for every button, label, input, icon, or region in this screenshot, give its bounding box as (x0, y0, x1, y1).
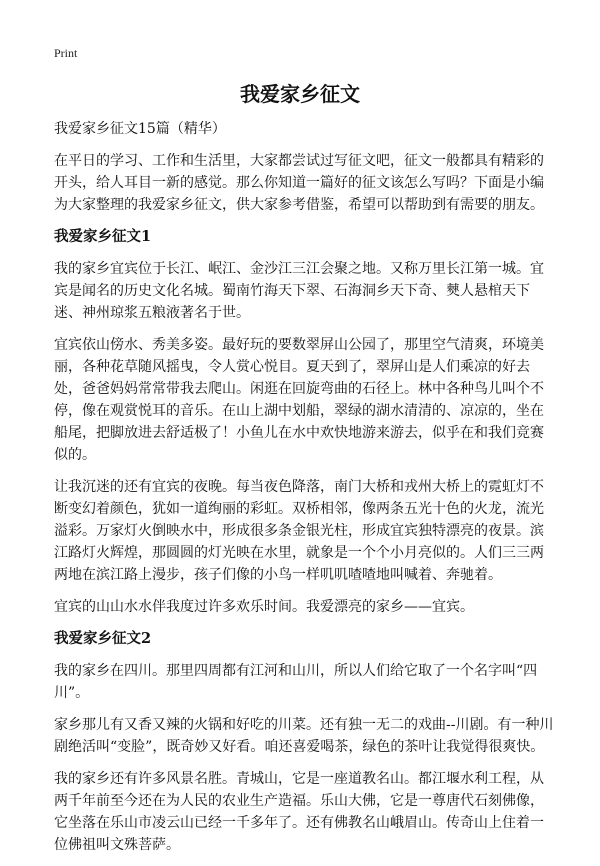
section-paragraph: 让我沉迷的还有宜宾的夜晚。每当夜色降落，南门大桥和戎州大桥上的霓虹灯不断变幻着颜色，犹如一道绚丽的彩虹。双桥相邻，像两条五光十色的火龙，流光溢彩。万家灯火倒映水中，形成很多条金银光柱，形成宜宾独特漂亮的夜景。滨江路灯火辉煌，那圆圆的灯光映在水里，就象是一个个小月亮似的。人们三三两两地在滨江路上漫步，孩子们像的小鸟一样叽叽喳喳地叫喊着、奔驰着。 (54, 479, 544, 583)
section-paragraph: 宜宾依山傍水、秀美多姿。最好玩的要数翠屏山公园了，那里空气清爽，环境美丽，各种花草随风摇曳，令人赏心悦目。夏天到了，翠屏山是人们乘凉的好去处，爸爸妈妈常常带我去爬山。闲逛在回旋弯曲的石径上。林中各种鸟儿叫个不停，像在观赏悦耳的音乐。在山上湖中划船，翠绿的湖水清清的、凉凉的，坐在船尾，把脚放进去舒适极了！小鱼儿在水中欢快地游来游去，似乎在和我们竞赛似的。 (54, 337, 544, 463)
section-paragraph: 家乡那儿有又香又辣的火锅和好吃的川菜。还有独一无二的戏曲--川剧。有一种川剧绝活叫“变脸”，既奇妙又好看。咱还喜爱喝茶，绿色的茶叶让我觉得很爽快。 (54, 717, 554, 755)
essay-section-2 (54, 628, 554, 856)
section-paragraph: 我的家乡宜宾位于长江、岷江、金沙江三江会聚之地。又称万里长江第一城。宜宾是闻名的历史文化名城。蜀南竹海天下翠、石海洞乡天下奇、僰人悬棺天下迷、神州琼浆五粮液著名于世。 (54, 261, 544, 321)
section-paragraph: 我的家乡还有许多风景名胜。青城山，它是一座道教名山。都江堰水利工程，从两千年前至今还在为人民的农业生产造福。乐山大佛，它是一尊唐代石刻佛像，它坐落在乐山市凌云山已经一千多年了。还有佛教名山峨眉山。传奇山上住着一位佛祖叫文殊菩萨。 (54, 771, 544, 853)
section-paragraph: 我的家乡在四川。那里四周都有江河和山川，所以人们给它取了一个名字叫“四川”。 (54, 663, 538, 701)
intro-paragraph: 在平日的学习、工作和生活里，大家都尝试过写征文吧，征文一般都具有精彩的开头，给人耳目一新的感觉。那么你知道一篇好的征文该怎么写吗？下面是小编为大家整理的我爱家乡征文，供大家参考借鉴，希望可以帮助到有需要的朋友。 (54, 153, 544, 213)
document-body (54, 118, 554, 866)
print-link[interactable]: Print (54, 46, 78, 60)
document-subtitle: 我爱家乡征文15篇（精华） (54, 121, 226, 137)
section-paragraph: 宜宾的山山水水伴我度过许多欢乐时间。我爱漂亮的家乡——宜宾。 (54, 599, 474, 615)
essay-section-1 (54, 226, 554, 618)
section-heading: 我爱家乡征文1 (54, 228, 152, 245)
section-heading: 我爱家乡征文2 (54, 630, 152, 647)
page-title: 我爱家乡征文 (240, 82, 360, 106)
